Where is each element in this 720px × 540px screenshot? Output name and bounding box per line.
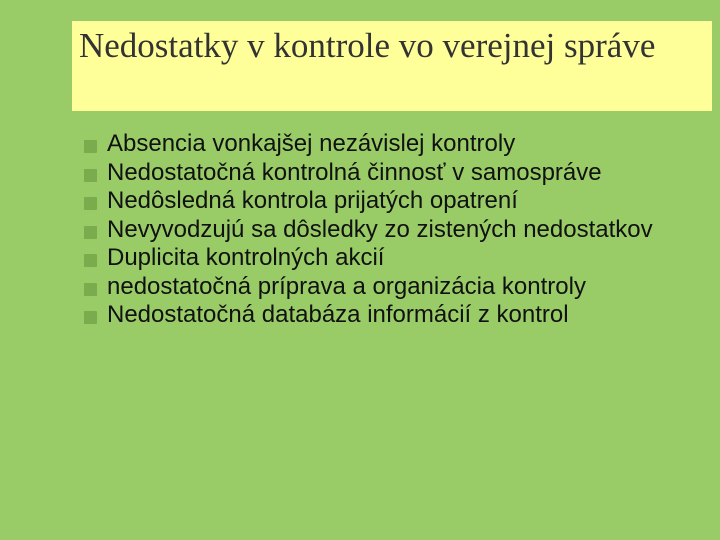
list-item <box>84 130 704 159</box>
square-bullet-icon <box>84 169 97 182</box>
square-bullet-icon <box>84 226 97 239</box>
bullet-list <box>84 130 704 330</box>
list-item <box>84 301 704 330</box>
bullet-text: Absencia vonkajšej nezávislej kontroly <box>107 130 516 157</box>
bullet-text: Nedostatočná databáza informácií z kontrol <box>107 301 569 328</box>
bullet-text: Nedôsledná kontrola prijatých opatrení <box>107 187 518 214</box>
square-bullet-icon <box>84 283 97 296</box>
list-item <box>84 273 704 302</box>
bullet-text: Nedostatočná kontrolná činnosť v samospráve <box>107 158 602 186</box>
bullet-text: Duplicita kontrolných akcií <box>107 244 385 271</box>
title-box <box>72 21 712 111</box>
list-item <box>84 244 704 273</box>
square-bullet-icon <box>84 197 97 210</box>
slide-title: Nedostatky v kontrole vo verejnej správe <box>79 26 656 65</box>
square-bullet-icon <box>84 254 97 267</box>
square-bullet-icon <box>84 140 97 153</box>
square-bullet-icon <box>84 311 97 324</box>
bullet-text: Nevyvodzujú sa dôsledky zo zistených nedostatkov <box>107 215 653 243</box>
list-item <box>84 216 704 245</box>
list-item <box>84 187 704 216</box>
bullet-text: nedostatočná príprava a organizácia kontroly <box>107 272 586 300</box>
list-item <box>84 159 704 188</box>
